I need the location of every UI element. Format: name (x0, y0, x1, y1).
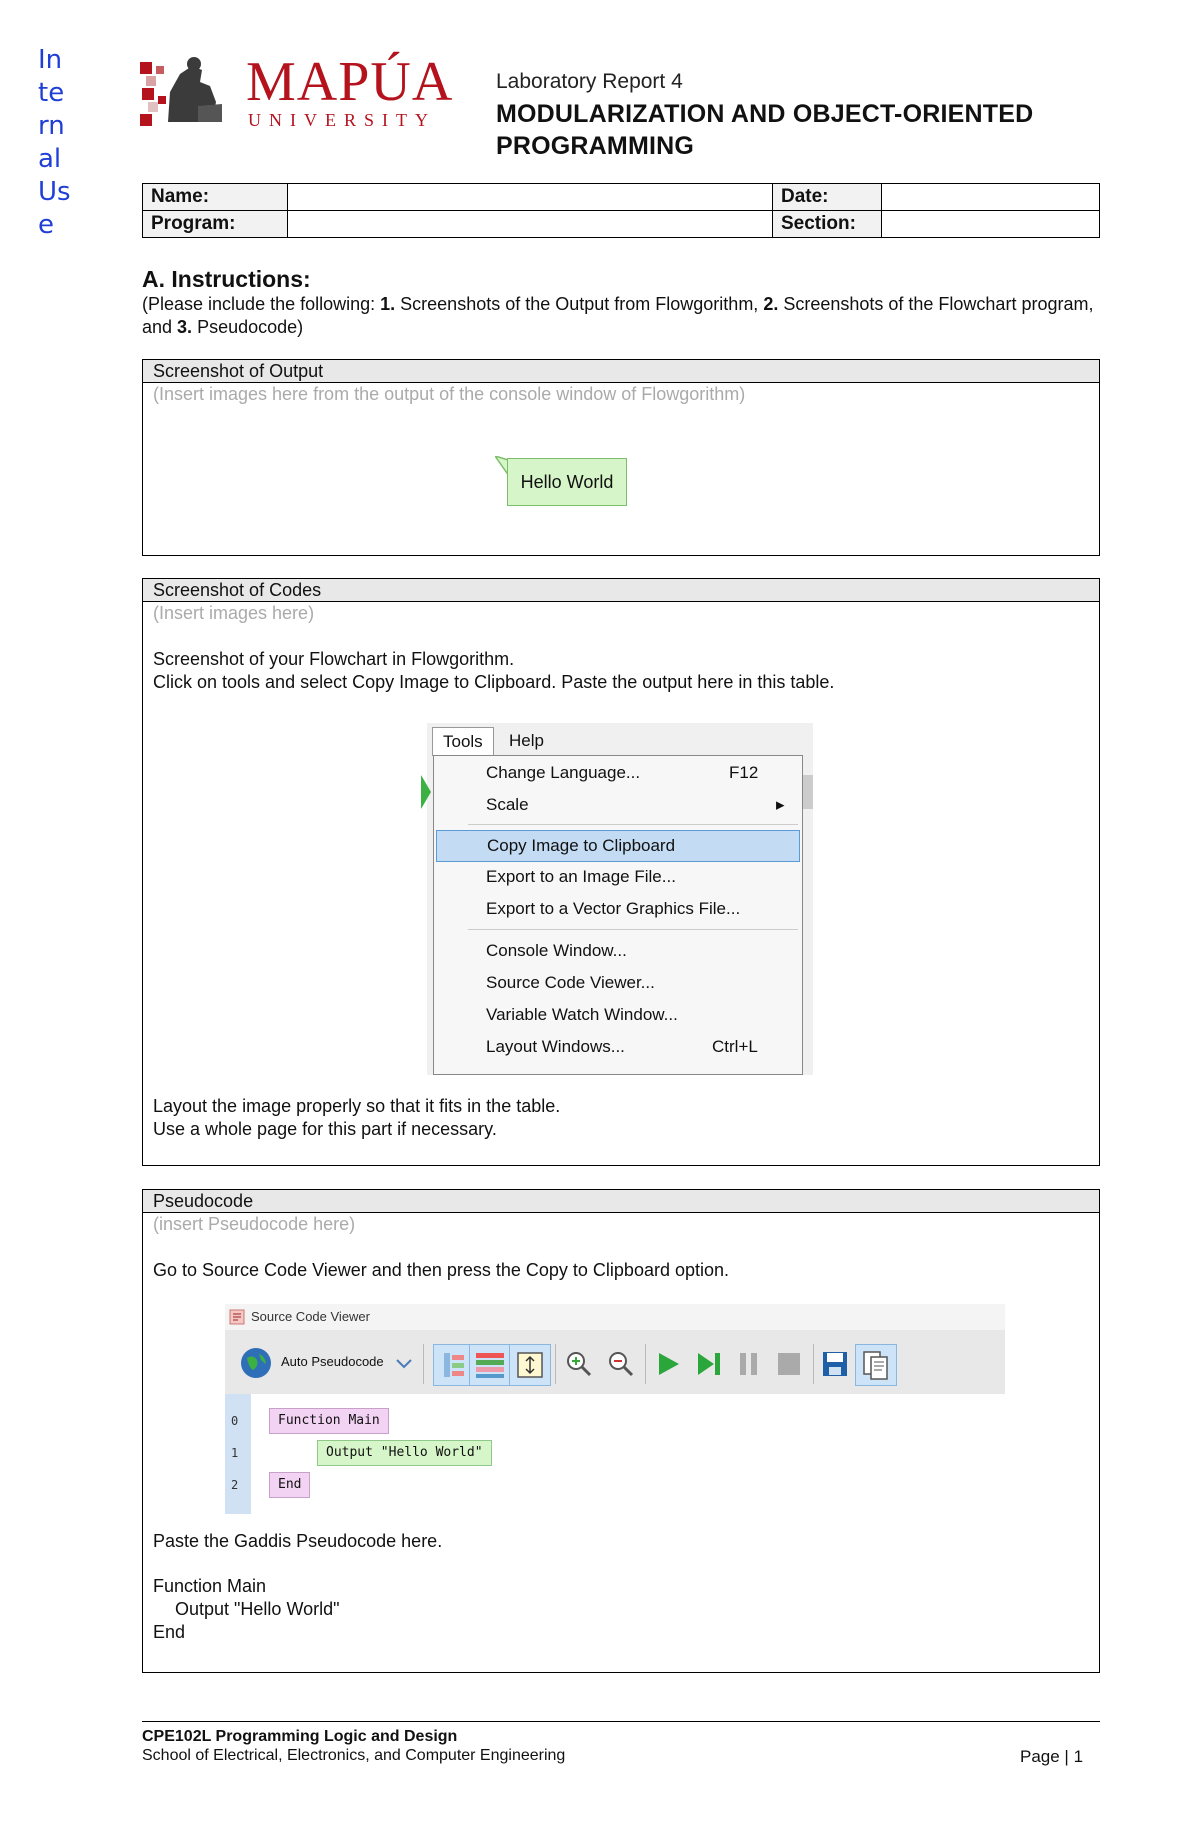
line-number: 2 (231, 1478, 239, 1492)
scv-code-area (225, 1394, 1005, 1514)
program-field[interactable] (288, 211, 773, 238)
logo-sub: UNIVERSITY (248, 110, 436, 130)
report-label: Laboratory Report 4 (496, 70, 683, 93)
menu-item-label: Source Code Viewer... (486, 973, 655, 992)
color-view-button[interactable] (469, 1344, 511, 1386)
pseudocode-line: Paste the Gaddis Pseudocode here. (153, 1531, 443, 1551)
pseudocode-line: Go to Source Code Viewer and then press the Copy to Clipboard option. (153, 1260, 730, 1280)
program-label: Program: (143, 211, 288, 238)
pseudocode-code: End (153, 1622, 186, 1642)
app-icon (229, 1309, 245, 1325)
codes-line: Click on tools and select Copy Image to Clipboard. Paste the output here in this table. (153, 672, 835, 692)
tab-tools[interactable]: Tools (432, 727, 494, 756)
menu-separator (468, 824, 798, 825)
fit-icon (510, 1345, 550, 1385)
flowchart-icon (434, 1345, 474, 1385)
pseudocode-hint: (insert Pseudocode here) (153, 1214, 356, 1234)
code-line-end: End (269, 1472, 310, 1498)
globe-icon[interactable] (239, 1346, 273, 1380)
chevron-down-icon[interactable] (395, 1358, 413, 1370)
name-label: Name: (143, 184, 288, 211)
codes-section-title: Screenshot of Codes (143, 579, 1099, 602)
save-icon[interactable] (821, 1350, 849, 1378)
menu-item-copy-image[interactable] (436, 830, 800, 862)
scv-title: Source Code Viewer (251, 1309, 370, 1324)
menu-item-label: Variable Watch Window... (486, 1005, 678, 1024)
name-field[interactable] (288, 184, 773, 211)
section-field[interactable] (882, 211, 1100, 238)
side-mark-part: In (38, 45, 63, 75)
menu-separator (468, 929, 798, 930)
menu-item-layout-windows[interactable] (436, 1032, 798, 1062)
line-number: 1 (231, 1446, 239, 1460)
hello-world-bubble: Hello World (507, 458, 627, 506)
menu-item-scale[interactable] (436, 790, 798, 820)
clipboard-icon (856, 1345, 896, 1385)
menu-item-label: Export to an Image File... (486, 867, 676, 886)
pseudocode-code: Function Main (153, 1576, 267, 1596)
codes-line: Layout the image properly so that it fits in the table. (153, 1096, 561, 1116)
menu-item-export-vector[interactable] (436, 894, 798, 924)
menu-item-label: Scale (486, 795, 529, 814)
menu-item-change-language[interactable] (436, 758, 798, 788)
report-title-line: PROGRAMMING (496, 132, 695, 160)
toolbar-separator (423, 1344, 424, 1384)
output-section-title: Screenshot of Output (143, 360, 1099, 383)
menu-item-label: Export to a Vector Graphics File... (486, 899, 741, 918)
menu-item-shortcut: Ctrl+L (712, 1037, 758, 1056)
footer-school: School of Electrical, Electronics, and Computer Engineering (142, 1747, 566, 1764)
instr-num: 1. (380, 294, 396, 314)
codes-line: Screenshot of your Flowchart in Flowgorithm. (153, 649, 515, 669)
zoom-in-icon[interactable] (565, 1350, 593, 1378)
instr-part: Screenshots of the Output from Flowgorithm, (395, 294, 764, 314)
toolbar-separator (555, 1344, 556, 1384)
code-line-output: Output "Hello World" (317, 1440, 492, 1466)
student-info-table (142, 183, 1100, 238)
internal-use-mark (38, 44, 78, 242)
source-code-viewer-screenshot (225, 1304, 1005, 1514)
footer-course: CPE102L Programming Logic and Design (142, 1728, 458, 1745)
lines-icon (470, 1345, 510, 1385)
side-mark-part: rn (38, 111, 65, 141)
step-icon[interactable] (695, 1350, 723, 1378)
page-number: Page | 1 (1020, 1747, 1084, 1766)
menu-bar (427, 723, 813, 755)
report-title (496, 98, 1116, 162)
stop-icon[interactable] (775, 1350, 803, 1378)
side-mark-part: al (38, 144, 62, 174)
scv-titlebar (225, 1304, 1005, 1330)
logo-name: MAPÚA (246, 51, 454, 113)
run-icon[interactable] (655, 1350, 683, 1378)
scv-toolbar (225, 1330, 1005, 1395)
section-label: Section: (773, 211, 882, 238)
instructions-text (142, 293, 1102, 339)
menu-item-source-code-viewer[interactable] (436, 968, 798, 998)
instr-part: (Please include the following: (142, 294, 381, 314)
codes-hint: (Insert images here) (153, 603, 315, 623)
pseudocode-section (142, 1189, 1100, 1673)
tab-help[interactable]: Help (509, 731, 544, 750)
menu-item-export-image[interactable] (436, 862, 798, 892)
pseudocode-code: Output "Hello World" (175, 1599, 340, 1619)
copy-to-clipboard-button[interactable] (855, 1344, 897, 1386)
report-title-line: MODULARIZATION AND OBJECT-ORIENTED (496, 100, 1034, 128)
line-number: 0 (231, 1414, 239, 1428)
play-arrow-icon (421, 775, 431, 809)
side-mark-part: te (38, 78, 65, 108)
menu-item-label: Layout Windows... (486, 1037, 625, 1056)
instr-part: Pseudocode) (192, 317, 304, 337)
side-mark-part: e (38, 210, 54, 240)
zoom-out-icon[interactable] (607, 1350, 635, 1378)
code-line-function: Function Main (269, 1408, 389, 1434)
output-hint: (Insert images here from the output of the console window of Flowgorithm) (153, 384, 746, 404)
pause-icon[interactable] (735, 1350, 763, 1378)
codes-line: Use a whole page for this part if necessary. (153, 1119, 497, 1139)
footer-divider (142, 1721, 1100, 1722)
menu-item-label: Change Language... (486, 763, 641, 782)
menu-item-shortcut: F12 (729, 763, 759, 782)
language-select[interactable]: Auto Pseudocode (281, 1354, 384, 1369)
menu-item-variable-watch[interactable] (436, 1000, 798, 1030)
toolbar-separator (813, 1344, 814, 1384)
menu-item-label: Copy Image to Clipboard (487, 836, 676, 855)
instr-num: 2. (763, 294, 779, 314)
fit-view-button[interactable] (509, 1344, 551, 1386)
instr-part: Screenshots of the Flowchart program, and (142, 294, 1094, 337)
menu-item-label: Console Window... (486, 941, 627, 960)
date-field[interactable] (882, 184, 1100, 211)
pseudocode-section-title: Pseudocode (143, 1190, 1099, 1213)
tools-menu-screenshot (427, 723, 813, 1075)
codes-section (142, 578, 1100, 1166)
submenu-arrow-icon: ▸ (776, 795, 785, 814)
tools-dropdown (433, 755, 803, 1075)
mapua-logo (140, 51, 454, 134)
output-section (142, 359, 1100, 556)
instructions-heading: A. Instructions: (142, 266, 311, 292)
toolbar-separator (645, 1344, 646, 1384)
instr-num: 3. (177, 317, 193, 337)
side-mark-part: Us (38, 177, 71, 207)
date-label: Date: (773, 184, 882, 211)
menu-item-console-window[interactable] (436, 936, 798, 966)
